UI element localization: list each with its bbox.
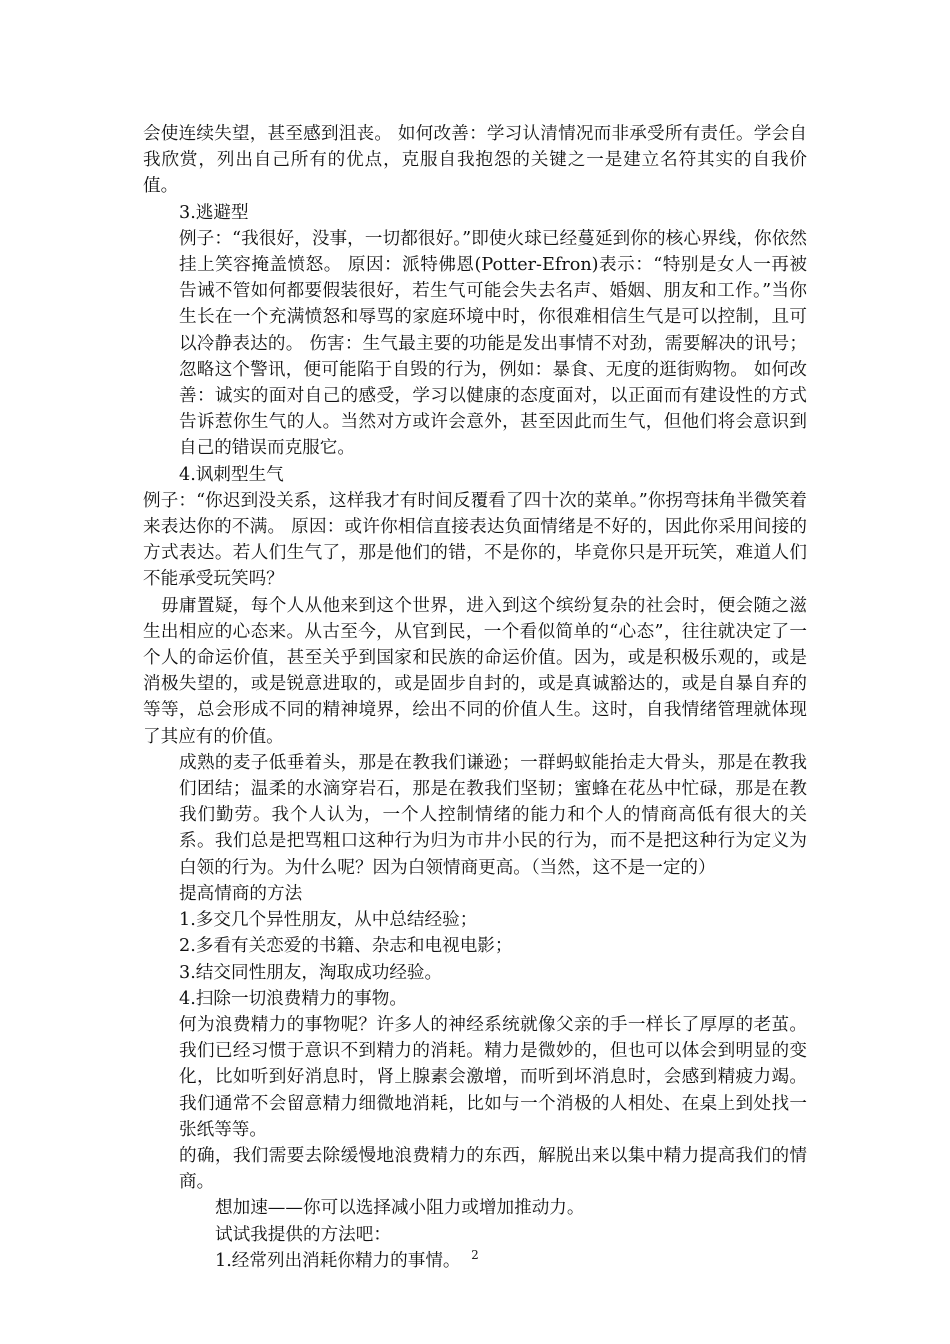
paragraph: 毋庸置疑，每个人从他来到这个世界，进入到这个缤纷复杂的社会时，便会随之滋生出相应的心态来。从古至今，从官到民，一个看似简单的“心态”，往往就决定了一个人的命运价值，甚至关乎到国家和民族的命运价值。因为，或是积极乐观的，或是消极失望的，或是锐意进取的，或是固步自封的，或是真诚豁达的，或是自暴自弃的等等，总会形成不同的精神境界，绘出不同的价值人生。这时，自我情绪管理就体现了其应有的价值。 xyxy=(143,595,807,747)
paragraph: 例子：“我很好，没事，一切都很好。”即使火球已经蔓延到你的核心界线，你依然挂上笑容掩盖愤怒。 原因：派特佛恩(Potter-Efron)表示：“特别是女人一再被告诫不管如何都要假装很好，若生气可能会失去名声、婚姻、朋友和工作。”当你生长在一个充满愤怒和辱骂的家庭环境中时，你很难相信生气是可以控制，且可以冷静表达的。 伤害：生气最主要的功能是发出事情不对劲，需要解决的讯号；忽略这个警讯，便可能陷于自毁的行为，例如：暴食、无度的逛街购物。 如何改善：诚实的面对自己的感受，学习以健康的态度面对，以正面而有建设性的方式告诉惹你生气的人。当然对方或许会意外，甚至因此而生气，但他们将会意识到自己的错误而克服它。 xyxy=(179,228,807,459)
section-heading: 提高情商的方法 xyxy=(179,883,303,904)
paragraph: 的确，我们需要去除缓慢地浪费精力的东西，解脱出来以集中精力提高我们的情商。 xyxy=(179,1145,807,1193)
paragraph: 例子：“你迟到没关系，这样我才有时间反覆看了四十次的菜单。”你拐弯抹角半微笑着来表达你的不满。 原因：或许你相信直接表达负面情绪是不好的，因此你采用间接的方式表达。若人们生气了，那是他们的错，不是你的，毕竟你只是开玩笑，难道人们不能承受玩笑吗？ xyxy=(143,490,807,590)
list-item: 4.扫除一切浪费精力的事物。 xyxy=(179,988,407,1009)
list-item: 2.多看有关恋爱的书籍、杂志和电视电影； xyxy=(179,936,513,957)
paragraph: 成熟的麦子低垂着头，那是在教我们谦逊；一群蚂蚁能抬走大骨头，那是在教我们团结；温柔的水滴穿岩石，那是在教我们坚韧；蜜蜂在花丛中忙碌，那是在教我们勤劳。我个人认为，一个人控制情绪的能力和个人的情商高低有很大的关系。我们总是把骂粗口这种行为归为市井小民的行为，而不是把这种行为定义为白领的行为。为什么呢？因为白领情商更高。（当然，这不是一定的） xyxy=(179,752,807,878)
list-item: 3.结交同性朋友，淘取成功经验。 xyxy=(179,962,443,983)
section-heading: 3.逃避型 xyxy=(179,202,249,223)
paragraph: 试试我提供的方法吧： xyxy=(215,1224,391,1245)
paragraph: 会使连续失望，甚至感到沮丧。 如何改善：学习认清情况而非承受所有责任。学会自我欣赏，列出自己所有的优点，克服自我抱怨的关键之一是建立名符其实的自我价值。 xyxy=(143,124,807,197)
document-body xyxy=(143,121,807,1274)
paragraph: 想加速——你可以选择减小阻力或增加推动力。 xyxy=(215,1198,585,1219)
list-item: 1.经常列出消耗你精力的事情。 xyxy=(215,1250,461,1271)
list-item: 1.多交几个异性朋友，从中总结经验； xyxy=(179,910,478,931)
page-number: 2 xyxy=(471,1248,479,1262)
section-heading: 4.讽刺型生气 xyxy=(179,464,284,485)
paragraph: 何为浪费精力的事物呢？许多人的神经系统就像父亲的手一样长了厚厚的老茧。我们已经习惯于意识不到精力的消耗。精力是微妙的，但也可以体会到明显的变化，比如听到好消息时，肾上腺素会激增，而听到坏消息时，会感到精疲力竭。我们通常不会留意精力细微地消耗，比如与一个消极的人相处、在桌上到处找一张纸等等。 xyxy=(179,1014,807,1140)
